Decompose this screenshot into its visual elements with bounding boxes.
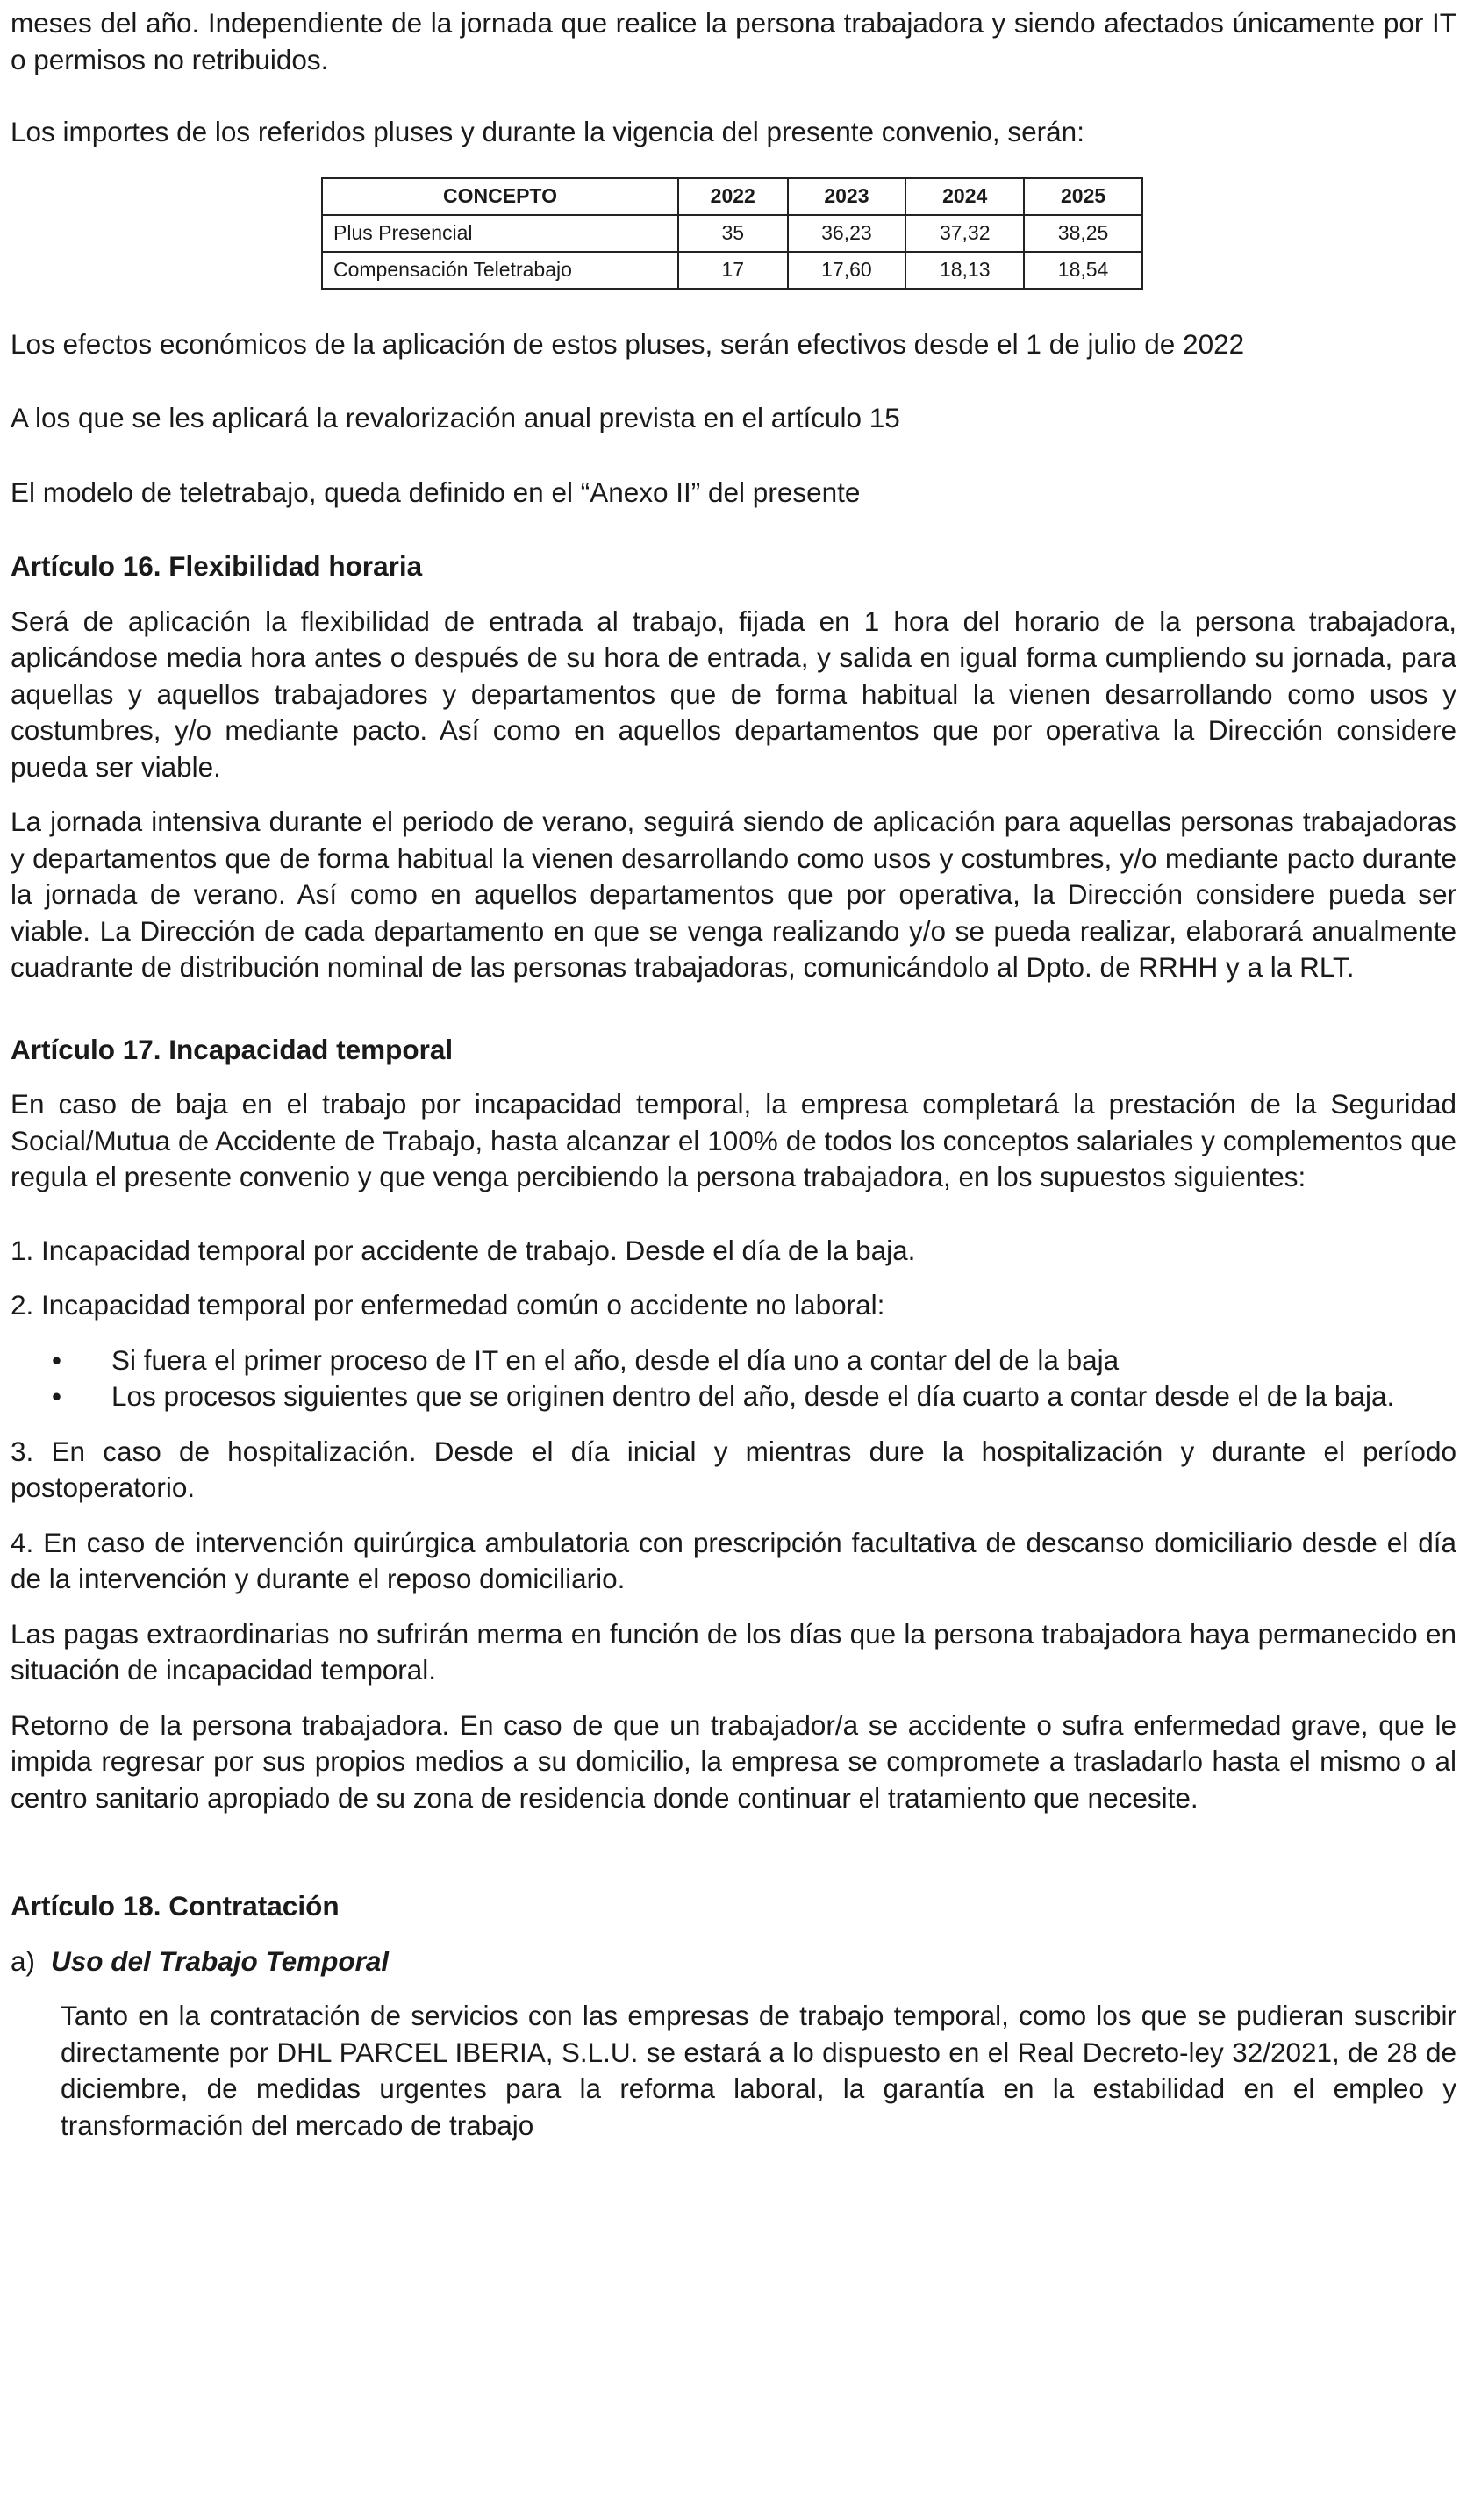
header-2025: 2025 bbox=[1024, 178, 1142, 215]
item-a-letter: a) bbox=[11, 1944, 36, 1977]
table-row bbox=[322, 252, 1142, 289]
telework-model-paragraph: El modelo de teletrabajo, queda definido en el “Anexo II” del presente bbox=[11, 476, 861, 508]
bullet-icon: • bbox=[52, 1380, 62, 1412]
header-2022: 2022 bbox=[678, 178, 788, 215]
intro-paragraph: meses del año. Independiente de la jornada que realice la persona trabajadora y siendo afectados únicamente por IT o permisos no retribuidos. bbox=[11, 7, 1456, 75]
article-18-item-a bbox=[11, 1944, 1456, 1980]
article-17-item-3: 3. En caso de hospitalización. Desde el día inicial y mientras dure la hospitalización y durante el período postoperatorio. bbox=[11, 1435, 1456, 1503]
article-16-paragraph-1: Será de aplicación la flexibilidad de entrada al trabajo, fijada en 1 hora del horario de la persona trabajadora, aplicándose media hora antes o después de su hora de entrada, y salida en igual forma cumpliendo su jornada, para aquellas y aquellos trabajadores y departamentos que de forma habitual la vienen desarrollando como usos y costumbres, y/o mediante pacto. Así como en aquellos departamentos que por operativa la Dirección considere pueda ser viable. bbox=[11, 605, 1456, 783]
table-cell: 17 bbox=[678, 252, 788, 289]
article-17-paragraph-3: Retorno de la persona trabajadora. En caso de que un trabajador/a se accidente o sufra enfermedad grave, que le impida regresar por sus propios medios a su domicilio, la empresa se compromete a trasladarlo hasta el mismo o al centro sanitario apropiado de su zona de residencia donde continuar el tratamiento que necesite. bbox=[11, 1708, 1456, 1814]
article-17-item-1: 1. Incapacidad temporal por accidente de trabajo. Desde el día de la baja. bbox=[11, 1234, 916, 1266]
list-item bbox=[11, 1378, 1456, 1415]
item-a-title: Uso del Trabajo Temporal bbox=[51, 1944, 390, 1977]
table-row bbox=[322, 215, 1142, 252]
table-cell: 18,54 bbox=[1024, 252, 1142, 289]
article-17-paragraph-2: Las pagas extraordinarias no sufrirán merma en función de los días que la persona trabajadora haya permanecido en situación de incapacidad temporal. bbox=[11, 1617, 1456, 1686]
pluses-table bbox=[321, 177, 1143, 290]
article-18-item-a-text: Tanto en la contratación de servicios con las empresas de trabajo temporal, como los que se pudieran suscribir directamente por DHL PARCEL IBERIA, S.L.U. se estará a lo dispuesto en el Real Decreto-ley 32/2021, de 28 de diciembre, de medidas urgentes para la reforma laboral, la garantía en la estabilidad en el empleo y transformación del mercado de trabajo bbox=[61, 2000, 1456, 2141]
header-concepto: CONCEPTO bbox=[322, 178, 678, 215]
bullet-text: Los procesos siguientes que se originen dentro del año, desde el día cuarto a contar desde el de la baja. bbox=[111, 1380, 1395, 1412]
article-17-item-2: 2. Incapacidad temporal por enfermedad común o accidente no laboral: bbox=[11, 1289, 885, 1321]
article-17-paragraph-1: En caso de baja en el trabajo por incapacidad temporal, la empresa completará la prestación de la Seguridad Social/Mutua de Accidente de Trabajo, hasta alcanzar el 100% de todos los conceptos salariales y complementos que regula el presente convenio y que venga percibiendo la persona trabajadora, en los supuestos siguientes: bbox=[11, 1088, 1456, 1192]
article-17-heading: Artículo 17. Incapacidad temporal bbox=[11, 1033, 454, 1065]
table-cell: 36,23 bbox=[788, 215, 906, 252]
article-18-heading: Artículo 18. Contratación bbox=[11, 1890, 340, 1922]
table-header-row bbox=[322, 178, 1142, 215]
table-cell: 18,13 bbox=[905, 252, 1024, 289]
article-17-bullet-list bbox=[11, 1342, 1456, 1415]
article-16-paragraph-2: La jornada intensiva durante el periodo de verano, seguirá siendo de aplicación para aquellas personas trabajadoras y departamentos que de forma habitual la vienen desarrollando como usos y costumbres, y/o mediante pacto durante la jornada de verano. Así como en aquellos departamentos que por operativa, la Dirección considere pueda ser viable. La Dirección de cada departamento en que se venga realizando y/o se pueda realizar, elaborará anualmente cuadrante de distribución nominal de las personas trabajadoras, comunicándolo al Dpto. de RRHH y a la RLT. bbox=[11, 805, 1456, 983]
document-page bbox=[11, 5, 1456, 2144]
table-cell: Compensación Teletrabajo bbox=[322, 252, 678, 289]
economic-effects-paragraph: Los efectos económicos de la aplicación de estos pluses, serán efectivos desde el 1 de julio de 2022 bbox=[11, 327, 1245, 360]
table-cell: 37,32 bbox=[905, 215, 1024, 252]
bullet-text: Si fuera el primer proceso de IT en el año, desde el día uno a contar del de la baja bbox=[111, 1343, 1120, 1376]
table-cell: Plus Presencial bbox=[322, 215, 678, 252]
revalorization-paragraph: A los que se les aplicará la revalorización anual prevista en el artículo 15 bbox=[11, 402, 900, 433]
pluses-intro-paragraph: Los importes de los referidos pluses y durante la vigencia del presente convenio, serán: bbox=[11, 116, 1084, 147]
header-2024: 2024 bbox=[905, 178, 1024, 215]
bullet-icon: • bbox=[52, 1343, 62, 1376]
table-cell: 38,25 bbox=[1024, 215, 1142, 252]
table-cell: 17,60 bbox=[788, 252, 906, 289]
header-2023: 2023 bbox=[788, 178, 906, 215]
table-cell: 35 bbox=[678, 215, 788, 252]
article-16-heading: Artículo 16. Flexibilidad horaria bbox=[11, 550, 423, 582]
article-17-item-4: 4. En caso de intervención quirúrgica ambulatoria con prescripción facultativa de descanso domiciliario desde el día de la intervención y durante el reposo domiciliario. bbox=[11, 1526, 1456, 1594]
list-item bbox=[11, 1342, 1456, 1379]
